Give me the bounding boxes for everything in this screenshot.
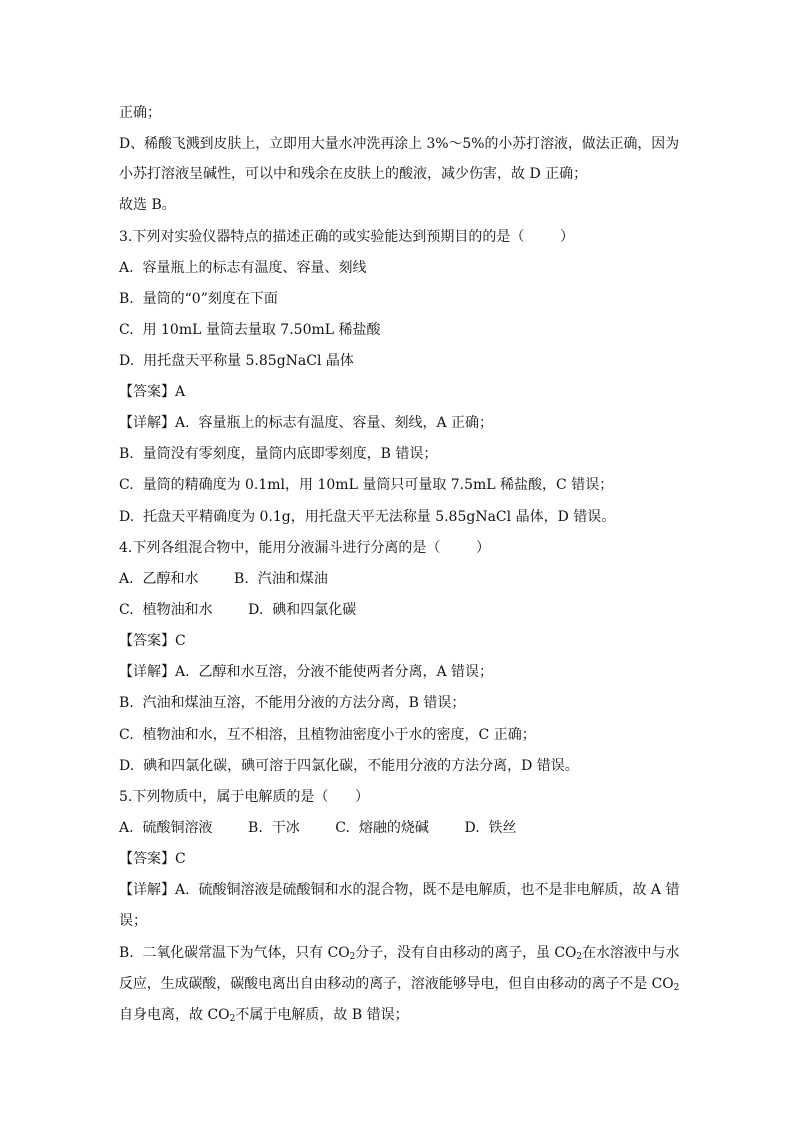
text-line xyxy=(119,475,679,495)
text-line xyxy=(119,849,679,869)
text-run: C. 植物油和水，互不相溶，且植物油密度小于水的密度，C 正确； xyxy=(119,727,536,743)
text-run: 反应，生成碳酸，碳酸电离出自由移动的离子，溶液能够导电，但自由移动的离子不是 CO xyxy=(119,976,674,992)
text-run: C. 植物油和水 D. 碘和四氯化碳 xyxy=(119,602,357,618)
text-run: 故选 B。 xyxy=(119,197,176,213)
text-line xyxy=(119,413,679,433)
text-line xyxy=(119,227,679,247)
text-run: C. 量筒的精确度为 0.1ml，用 10mL 量筒只可量取 7.5mL 稀盐酸，C 错误； xyxy=(119,477,614,493)
text-run: A. 乙醇和水 B. 汽油和煤油 xyxy=(119,571,328,587)
text-line xyxy=(119,103,679,123)
text-run: A. 硫酸铜溶液 B. 干冰 C. 熔融的烧碱 D. 铁丝 xyxy=(119,820,517,836)
subscript: 2 xyxy=(576,952,583,962)
text-line xyxy=(119,911,679,931)
text-line xyxy=(119,880,679,900)
text-run: 5.下列物质中，属于电解质的是（ ） xyxy=(119,789,370,805)
text-run: 误； xyxy=(119,913,147,929)
text-run: 【详解】A. 容量瓶上的标志有温度、容量、刻线，A 正确； xyxy=(119,415,494,431)
text-run: B. 量筒的“0”刻度在下面 xyxy=(119,291,278,307)
text-line xyxy=(119,195,679,215)
text-run: 【答案】A xyxy=(119,384,186,400)
text-run: B. 汽油和煤油互溶，不能用分液的方法分离，B 错误； xyxy=(119,695,466,711)
text-line xyxy=(119,1005,679,1025)
text-line xyxy=(119,382,679,402)
text-run: D、稀酸飞溅到皮肤上，立即用大量水冲洗再涂上 3%～5%的小苏打溶液，做法正确，因为 xyxy=(119,136,680,152)
text-line xyxy=(119,974,680,994)
text-run: 【答案】C xyxy=(119,633,186,649)
text-line xyxy=(119,693,679,713)
text-line xyxy=(119,164,679,184)
text-line xyxy=(119,631,679,651)
text-line xyxy=(119,134,680,154)
text-run: 自身电离，故 CO xyxy=(119,1007,230,1023)
text-line xyxy=(119,289,679,309)
text-run: 【答案】C xyxy=(119,851,186,867)
text-run: 分子，没有自由移动的离子，虽 CO xyxy=(355,945,577,961)
text-run: 在水溶液中与水 xyxy=(582,945,680,961)
text-line xyxy=(119,444,679,464)
text-run: 4.下列各组混合物中，能用分液漏斗进行分离的是（ ） xyxy=(119,540,490,556)
text-line xyxy=(119,600,679,620)
text-run: 不属于电解质，故 B 错误； xyxy=(235,1007,409,1023)
text-run: C. 用 10mL 量筒去量取 7.50mL 稀盐酸 xyxy=(119,322,381,338)
text-run: 【详解】A. 硫酸铜溶液是硫酸铜和水的混合物，既不是电解质，也不是非电解质，故 A 错 xyxy=(119,882,680,898)
text-line xyxy=(119,320,679,340)
text-line xyxy=(119,569,679,589)
subscript: 2 xyxy=(349,952,356,962)
text-line xyxy=(119,258,679,278)
text-run: 小苏打溶液呈碱性，可以中和残余在皮肤上的酸液，减少伤害，故 D 正确； xyxy=(119,166,588,182)
text-line xyxy=(119,538,679,558)
text-line xyxy=(119,756,679,776)
text-run: D. 用托盘天平称量 5.85gNaCl 晶体 xyxy=(119,353,354,369)
text-run: D. 碘和四氯化碳，碘可溶于四氯化碳，不能用分液的方法分离，D 错误。 xyxy=(119,758,579,774)
subscript: 2 xyxy=(673,983,680,993)
text-line xyxy=(119,787,679,807)
text-run: 3.下列对实验仪器特点的描述正确的或实验能达到预期目的的是（ ） xyxy=(119,229,574,245)
text-run: A. 容量瓶上的标志有温度、容量、刻线 xyxy=(119,260,367,276)
text-line xyxy=(119,351,679,371)
text-line xyxy=(119,725,679,745)
text-line xyxy=(119,662,679,682)
text-line xyxy=(119,507,679,527)
subscript: 2 xyxy=(229,1014,236,1024)
text-run: D. 托盘天平精确度为 0.1g，用托盘天平无法称量 5.85gNaCl 晶体，D 错误。 xyxy=(119,509,616,525)
text-line xyxy=(119,818,679,838)
text-run: 【详解】A. 乙醇和水互溶，分液不能使两者分离，A 错误； xyxy=(119,664,494,680)
text-run: 正确； xyxy=(119,105,161,121)
text-run: B. 量筒没有零刻度，量筒内底即零刻度，B 错误； xyxy=(119,446,438,462)
text-run: B. 二氧化碳常温下为气体，只有 CO xyxy=(119,945,350,961)
text-line xyxy=(119,943,680,963)
